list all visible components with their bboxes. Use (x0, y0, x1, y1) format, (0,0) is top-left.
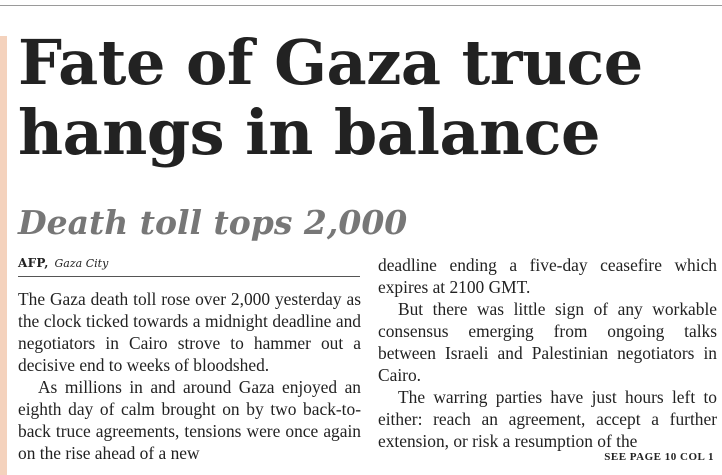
headline (18, 28, 718, 168)
byline-location: Gaza City (54, 257, 109, 270)
paragraph: deadline ending a five-day ceasefire which expires at 2100 GMT. (378, 255, 717, 297)
top-rule (0, 5, 722, 6)
jump-line[interactable]: SEE PAGE 10 COL 1 (604, 451, 714, 463)
paragraph: As millions in and around Gaza enjoyed an eighth day of calm brought on by two back-to-back truce agreements, tensions were once again on the rise ahead of a new (18, 377, 361, 463)
accent-bar (0, 36, 7, 475)
byline-rule (18, 276, 360, 277)
article-column-1 (18, 288, 361, 464)
paragraph: The warring parties have just hours left to either: reach an agreement, accept a further extension, or risk a resumption of the (378, 387, 717, 451)
paragraph: But there was little sign of any workable consensus emerging from ongoing talks between Israeli and Palestinian negotiators in Cairo. (378, 299, 717, 385)
article-column-2 (378, 254, 717, 452)
headline-line-2: hangs in balance (18, 96, 600, 169)
byline-agency: AFP, (18, 256, 49, 270)
paragraph: The Gaza death toll rose over 2,000 yesterday as the clock ticked towards a midnight deadline and negotiators in Cairo strove to hammer out a decisive end to weeks of bloodshed. (18, 289, 361, 375)
headline-line-1: Fate of Gaza truce (18, 26, 643, 99)
subhead: Death toll tops 2,000 (18, 203, 408, 242)
byline (18, 256, 108, 270)
